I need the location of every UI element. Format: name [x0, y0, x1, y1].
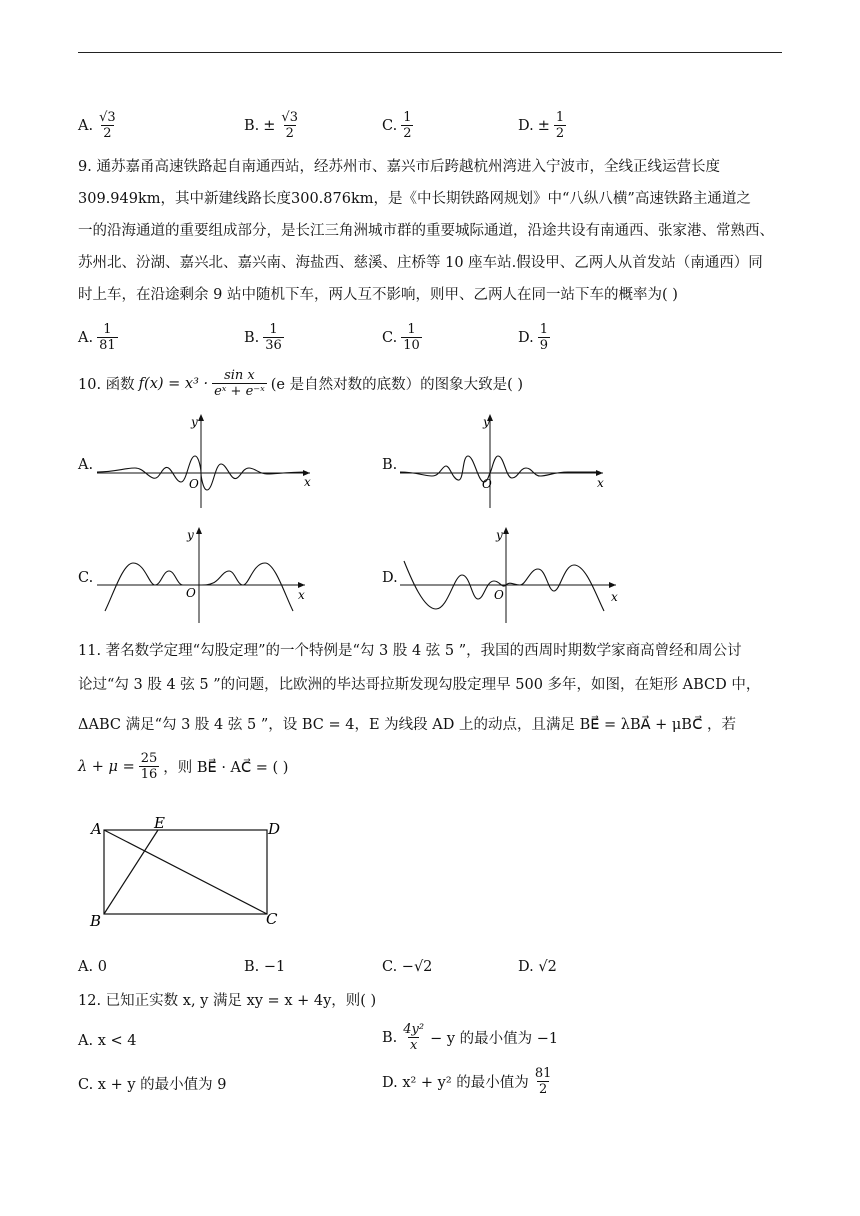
q10-stem: 10. 函数 f(x) = x³ · $\frac{\text{sin x}}{\text{eˣ + e⁻ˣ}}$ (e 是自然对数的底数）的图象大致是( ) [78, 368, 524, 399]
diagonal-ac [104, 830, 267, 914]
q11-option-b[interactable]: B. −1 [244, 959, 286, 975]
q8-b-den: 2 [285, 126, 294, 141]
q10-graph-c[interactable] [95, 525, 315, 625]
q11-option-c[interactable]: C. −√2 [382, 959, 433, 975]
q9-line-2: 309.949km，其中新建线路长度300.876km，是《中长期铁路网规划》中“八纵八横”高速铁路主通道之 [78, 191, 751, 207]
origin-label: O [186, 586, 196, 600]
q9-option-a[interactable]: A. $\frac{1}{81}$ [78, 322, 116, 353]
q9-option-b[interactable]: B. $\frac{1}{36}$ [244, 322, 282, 353]
q10-label-c[interactable]: C. [78, 570, 94, 586]
q9-option-c[interactable]: C. $\frac{1}{10}$ [382, 322, 420, 353]
q10-graph-a[interactable] [95, 410, 325, 510]
q10-label-b[interactable]: B. [382, 457, 398, 473]
q8-c-den: 2 [403, 126, 412, 141]
vertex-a: A [91, 820, 102, 838]
origin-label: O [189, 477, 199, 491]
x-label: x [304, 475, 311, 489]
x-label: x [298, 588, 305, 602]
q11-line-4: λ + μ = $\frac{25}{16}$ ，则 BE⃗ · AC⃗ = ( ) [78, 751, 289, 782]
vertex-c: C [266, 910, 278, 928]
origin-label: O [482, 477, 492, 491]
q12-option-d[interactable]: D. x² + y² 的最小值为 $\frac{81}{2}$ [382, 1066, 552, 1097]
point-e: E [154, 814, 165, 832]
q8-d-den: 2 [555, 126, 565, 141]
q10-label-a[interactable]: A. [78, 457, 94, 473]
header-rule [78, 52, 782, 53]
q8-a-den: 2 [103, 126, 112, 141]
q11-rectangle-figure [86, 810, 296, 932]
vertex-d: D [268, 820, 281, 838]
q10-label-d[interactable]: D. [382, 570, 398, 586]
y-label: y [191, 415, 198, 429]
q8-a-num: √3 [99, 110, 116, 125]
segment-be [104, 830, 158, 914]
q9-line-3: 一的沿海通道的重要组成部分，是长江三角洲城市群的重要城际通道，沿途共设有南通西、张家港、常熟西、 [78, 223, 774, 239]
q11-line-1: 11. 著名数学定理“勾股定理”的一个特例是“勾 3 股 4 弦 5 ”，我国的西周时期数学家商高曾经和周公讨 [78, 643, 742, 659]
q11-option-d[interactable]: D. √2 [518, 959, 557, 975]
q8-option-d[interactable]: D. ± $\frac{1}{2}$ [518, 110, 565, 141]
origin-label: O [494, 588, 504, 602]
q10-graph-d[interactable] [398, 525, 628, 625]
y-label: y [483, 415, 490, 429]
q9-line-4: 苏州北、汾湖、嘉兴北、嘉兴南、海盐西、慈溪、庄桥等 10 座车站.假设甲、乙两人从首发站（南通西）同 [78, 255, 763, 271]
q8-option-b[interactable]: B. ± $\frac{√3}{2}$ [244, 110, 298, 141]
q12-option-c[interactable]: C. x + y 的最小值为 9 [78, 1077, 227, 1093]
y-label: y [187, 528, 194, 542]
q10-graph-b[interactable] [398, 410, 618, 510]
q11-line-3: ΔABC 满足“勾 3 股 4 弦 5 ”，设 BC = 4，E 为线段 AD 上的动点，且满足 BE⃗ = λBA⃗ + μBC⃗ ，若 [78, 717, 736, 733]
q9-line-1: 9. 通苏嘉甬高速铁路起自南通西站，经苏州市、嘉兴市后跨越杭州湾进入宁波市，全线正线运营长度 [78, 159, 720, 175]
q9-line-5: 时上车，在沿途剩余 9 站中随机下车，两人互不影响，则甲、乙两人在同一站下车的概率为( ) [78, 287, 678, 303]
x-label: x [597, 476, 604, 490]
q12-option-b[interactable]: B. $\frac{\text{4y²}}{x}$ − y 的最小值为 −1 [382, 1022, 559, 1053]
q8-c-num: 1 [403, 110, 412, 125]
q11-line-2: 论过“勾 3 股 4 弦 5 ”的问题，比欧洲的毕达哥拉斯发现勾股定理早 500 多年，如图，在矩形 ABCD 中， [78, 677, 761, 693]
q8-option-a[interactable]: A. $\frac{√3}{2}$ [78, 110, 116, 141]
q8-b-num: √3 [281, 110, 298, 125]
q8-d-num: 1 [555, 110, 565, 125]
y-label: y [496, 528, 503, 542]
x-label: x [611, 590, 618, 604]
q11-option-a[interactable]: A. 0 [78, 959, 107, 975]
q12-stem: 12. 已知正实数 x, y 满足 xy = x + 4y，则( ) [78, 993, 377, 1009]
q8-option-c[interactable]: C. $\frac{1}{2}$ [382, 110, 412, 141]
q12-option-a[interactable]: A. x < 4 [78, 1033, 137, 1049]
vertex-b: B [90, 912, 102, 930]
q9-option-d[interactable]: D. $\frac{1}{9}$ [518, 322, 548, 353]
